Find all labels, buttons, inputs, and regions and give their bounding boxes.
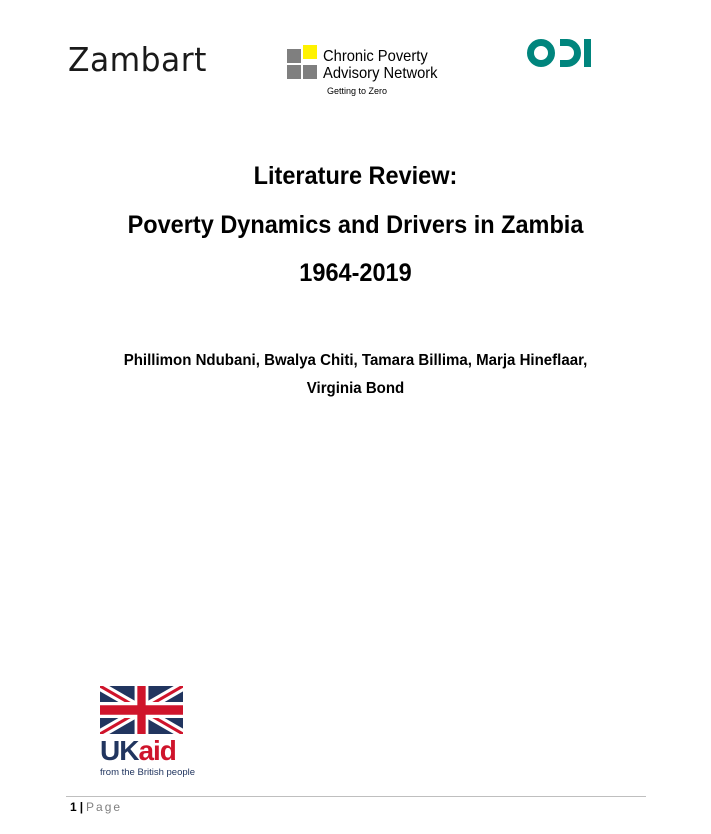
ukaid-logo: [100, 686, 196, 786]
ukaid-aid: aid: [138, 735, 176, 766]
cpan-square-icon: [303, 45, 317, 59]
footer-divider: [66, 796, 646, 797]
authors-line-1: Phillimon Ndubani, Bwalya Chiti, Tamara Billima, Marja Hineflaar,: [123, 352, 588, 369]
page-footer: [70, 800, 122, 814]
cpan-logo: [287, 45, 457, 100]
authors-line-2: Virginia Bond: [306, 380, 405, 397]
cpan-name-line2: Advisory Network: [323, 65, 438, 82]
union-flag-icon: [100, 686, 183, 734]
ukaid-uk: UK: [100, 735, 139, 766]
ukaid-tagline: from the British people: [100, 767, 196, 778]
cpan-name-line1: Chronic Poverty: [323, 48, 428, 65]
odi-logo-icon: [527, 36, 599, 70]
cpan-tagline: Getting to Zero: [327, 86, 388, 96]
zambart-logo: [66, 34, 206, 94]
ukaid-wordmark: [100, 736, 176, 766]
zambart-logo-text: Zambart: [68, 40, 207, 79]
page-number: 1: [70, 800, 77, 814]
title-line-1: Literature Review:: [253, 162, 458, 190]
page-label: Page: [86, 800, 123, 814]
cpan-square-icon: [287, 65, 301, 79]
title-line-3: 1964-2019: [299, 259, 412, 287]
cpan-square-icon: [303, 65, 317, 79]
footer-separator: |: [79, 800, 84, 814]
odi-logo: [527, 36, 599, 70]
title-line-2: Poverty Dynamics and Drivers in Zambia: [127, 211, 584, 239]
cpan-square-icon: [287, 49, 301, 63]
